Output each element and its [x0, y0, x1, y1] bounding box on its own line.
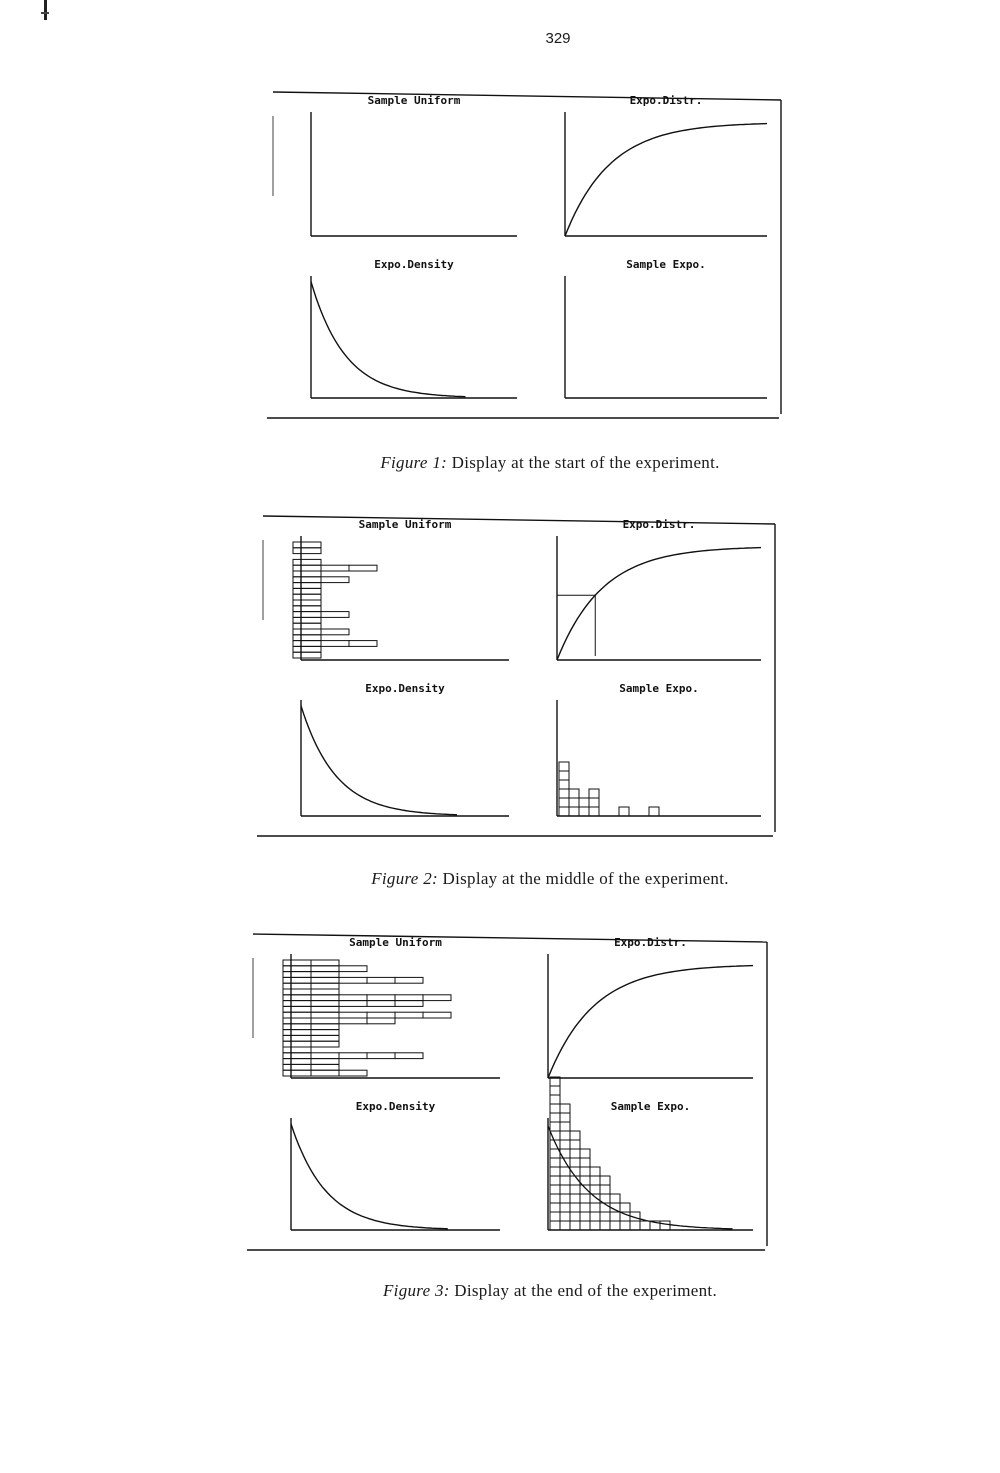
expo-bar-cell [590, 1221, 600, 1230]
uniform-bar-cell [283, 1006, 311, 1012]
uniform-bar-cell [311, 972, 339, 978]
expo-bar-cell [570, 1149, 580, 1158]
uniform-bar-cell [311, 983, 339, 989]
figure-2-caption-text: Display at the middle of the experiment. [437, 869, 729, 888]
expo-bar-cell [649, 807, 659, 816]
uniform-bar-cell [293, 600, 321, 606]
uniform-bar-cell [311, 989, 339, 995]
uniform-bar-cell [283, 1012, 311, 1018]
uniform-bar-cell [311, 1006, 339, 1012]
expo-bar-cell [580, 1194, 590, 1203]
binding-mark [44, 0, 47, 20]
uniform-bar-cell [311, 960, 339, 966]
uniform-bar-cell [283, 1041, 311, 1047]
expo-bar-cell [570, 1203, 580, 1212]
uniform-bar-cell [283, 1018, 311, 1024]
expo-bar-cell [630, 1221, 640, 1230]
panel-uniform [283, 936, 500, 1078]
uniform-bar-cell [293, 623, 321, 629]
expo-bar-cell [570, 1221, 580, 1230]
panel-title-expo: Sample Expo. [619, 682, 699, 695]
uniform-bar-cell [321, 565, 349, 571]
frame-top-line [253, 934, 767, 942]
uniform-bar-cell [293, 583, 321, 589]
expo-bar-cell [559, 771, 569, 780]
uniform-bar-cell [283, 983, 311, 989]
figure-2-caption [0, 869, 1000, 889]
uniform-bar-cell [293, 559, 321, 565]
expo-bar-cell [560, 1104, 570, 1113]
expo-bar-cell [560, 1176, 570, 1185]
uniform-bar-cell [311, 1012, 339, 1018]
uniform-bar-cell [339, 977, 367, 983]
panel-title-density: Expo.Density [374, 258, 454, 271]
panel-title-density: Expo.Density [355, 1100, 436, 1113]
expo-bar-cell [590, 1203, 600, 1212]
expo-bar-cell [610, 1194, 620, 1203]
uniform-bar-cell [367, 1012, 395, 1018]
panel-expo [557, 682, 761, 816]
uniform-bar-cell [367, 977, 395, 983]
uniform-bar-cell [283, 1024, 311, 1030]
panel-uniform [311, 94, 517, 236]
expo-bar-cell [560, 1113, 570, 1122]
uniform-bar-cell [293, 617, 321, 623]
panel-distr [557, 518, 761, 660]
expo-bar-cell [560, 1212, 570, 1221]
uniform-bar-cell [293, 588, 321, 594]
panel-title-distr: Expo.Distr. [614, 936, 687, 949]
uniform-bar-cell [395, 1053, 423, 1059]
uniform-bar-cell [311, 1070, 339, 1076]
uniform-bar-cell [293, 571, 321, 577]
expo-bar-cell [590, 1212, 600, 1221]
figure-3-caption-label: Figure 3: [382, 1281, 450, 1300]
density-curve [301, 706, 457, 815]
expo-bar-cell [600, 1176, 610, 1185]
panel-density [291, 1100, 500, 1230]
uniform-bar-cell [283, 1059, 311, 1065]
expo-bar-cell [640, 1221, 650, 1230]
expo-bar-cell [559, 762, 569, 771]
uniform-bar-cell [311, 1001, 339, 1007]
expo-bar-cell [590, 1167, 600, 1176]
uniform-bar-cell [283, 1035, 311, 1041]
expo-bar-cell [559, 807, 569, 816]
uniform-bar-cell [395, 995, 423, 1001]
uniform-bar-cell [293, 635, 321, 641]
uniform-bar-cell [293, 652, 321, 658]
expo-bar-cell [600, 1221, 610, 1230]
expo-bar-cell [579, 807, 589, 816]
uniform-bar-cell [395, 1001, 423, 1007]
expo-bar-cell [589, 798, 599, 807]
expo-bar-cell [550, 1104, 560, 1113]
panel-uniform [293, 518, 509, 660]
expo-bar-cell [590, 1185, 600, 1194]
uniform-bar-cell [283, 1030, 311, 1036]
figure-3-caption-text: Display at the end of the experiment. [449, 1281, 717, 1300]
uniform-bar-cell [367, 1018, 395, 1024]
figure-1-caption [0, 453, 1000, 473]
expo-bar-cell [580, 1149, 590, 1158]
uniform-bar-cell [283, 1001, 311, 1007]
uniform-bar-cell [311, 1035, 339, 1041]
panel-distr [565, 94, 767, 236]
uniform-bar-cell [283, 995, 311, 1001]
uniform-bar-cell [283, 977, 311, 983]
uniform-bar-cell [311, 977, 339, 983]
expo-bar-cell [560, 1221, 570, 1230]
uniform-bar-cell [367, 1053, 395, 1059]
uniform-bar-cell [311, 1059, 339, 1065]
panel-title-uniform: Sample Uniform [349, 936, 442, 949]
uniform-bar-cell [321, 577, 349, 583]
panel-title-uniform: Sample Uniform [367, 94, 461, 107]
uniform-bar-cell [293, 612, 321, 618]
uniform-bar-cell [339, 1053, 367, 1059]
expo-bar-cell [560, 1194, 570, 1203]
expo-bar-cell [560, 1122, 570, 1131]
expo-bar-cell [619, 807, 629, 816]
expo-bar-cell [550, 1113, 560, 1122]
uniform-bar-cell [349, 641, 377, 647]
uniform-bar-cell [293, 641, 321, 647]
uniform-bar-cell [339, 1012, 367, 1018]
uniform-bar-cell [311, 1030, 339, 1036]
figure-3 [245, 928, 771, 1254]
uniform-bar-cell [283, 966, 311, 972]
panel-title-distr: Expo.Distr. [629, 94, 703, 107]
uniform-bar-cell [293, 594, 321, 600]
binding-mark-tick [41, 12, 49, 14]
uniform-bar-cell [293, 565, 321, 571]
uniform-bar-cell [283, 1064, 311, 1070]
panel-title-expo: Sample Expo. [626, 258, 706, 271]
uniform-bar-cell [283, 1070, 311, 1076]
panel-density [301, 682, 509, 816]
uniform-bar-cell [293, 548, 321, 554]
expo-bar-cell [559, 780, 569, 789]
uniform-bar-cell [423, 995, 451, 1001]
expo-bar-cell [580, 1212, 590, 1221]
expo-bar-cell [580, 1203, 590, 1212]
expo-bar-cell [550, 1185, 560, 1194]
expo-bar-cell [570, 1194, 580, 1203]
uniform-bar-cell [395, 1012, 423, 1018]
expo-bar-cell [560, 1149, 570, 1158]
expo-bar-cell [570, 1212, 580, 1221]
frame-top-line [273, 92, 781, 100]
uniform-bar-cell [283, 960, 311, 966]
expo-bar-cell [590, 1176, 600, 1185]
expo-bar-cell [600, 1185, 610, 1194]
uniform-bar-cell [349, 565, 377, 571]
panel-density [311, 258, 517, 398]
uniform-bar-cell [311, 1064, 339, 1070]
expo-bar-cell [570, 1140, 580, 1149]
uniform-bar-cell [321, 641, 349, 647]
expo-bar-cell [580, 1167, 590, 1176]
expo-bar-cell [550, 1122, 560, 1131]
uniform-bar-cell [311, 1053, 339, 1059]
expo-bar-cell [560, 1131, 570, 1140]
expo-bar-cell [570, 1158, 580, 1167]
panel-title-distr: Expo.Distr. [622, 518, 696, 531]
density-curve [291, 1124, 448, 1229]
cdf-curve [565, 124, 767, 236]
expo-bar-cell [580, 1158, 590, 1167]
panel-title-uniform: Sample Uniform [358, 518, 452, 531]
expo-bar-cell [559, 798, 569, 807]
expo-bar-cell [570, 1185, 580, 1194]
expo-bar-cell [550, 1086, 560, 1095]
expo-bar-cell [560, 1140, 570, 1149]
uniform-bar-cell [293, 646, 321, 652]
panel-expo [565, 258, 767, 398]
expo-bar-cell [620, 1221, 630, 1230]
expo-bar-cell [550, 1176, 560, 1185]
uniform-bar-cell [293, 606, 321, 612]
uniform-bar-cell [311, 966, 339, 972]
uniform-bar-cell [283, 1047, 311, 1053]
expo-bar-cell [550, 1221, 560, 1230]
cdf-curve [557, 548, 761, 660]
expo-bar-cell [580, 1185, 590, 1194]
uniform-bar-cell [283, 989, 311, 995]
expo-bar-cell [580, 1221, 590, 1230]
uniform-bar-cell [367, 1001, 395, 1007]
figure-3-caption [0, 1281, 1000, 1301]
expo-bar-cell [550, 1203, 560, 1212]
figure-2-caption-label: Figure 2: [371, 869, 438, 888]
uniform-bar-cell [321, 612, 349, 618]
uniform-bar-cell [283, 972, 311, 978]
uniform-bar-cell [395, 977, 423, 983]
uniform-bar-cell [311, 1024, 339, 1030]
frame-top-line [263, 516, 775, 524]
uniform-bar-cell [367, 995, 395, 1001]
expo-bar-cell [560, 1185, 570, 1194]
expo-bar-cell [620, 1203, 630, 1212]
uniform-bar-cell [311, 1041, 339, 1047]
expo-bar-cell [600, 1212, 610, 1221]
uniform-bar-cell [339, 1018, 367, 1024]
expo-bar-cell [579, 798, 589, 807]
figure-1-caption-text: Display at the start of the experiment. [447, 453, 720, 472]
uniform-bar-cell [293, 577, 321, 583]
uniform-bar-cell [339, 995, 367, 1001]
expo-bar-cell [550, 1158, 560, 1167]
expo-bar-cell [570, 1131, 580, 1140]
uniform-bar-cell [293, 629, 321, 635]
panel-distr [548, 936, 753, 1078]
expo-bar-cell [610, 1212, 620, 1221]
expo-bar-cell [560, 1167, 570, 1176]
uniform-bar-cell [293, 542, 321, 548]
expo-bar-cell [569, 807, 579, 816]
expo-bar-cell [550, 1194, 560, 1203]
figure-2 [255, 510, 779, 840]
uniform-bar-cell [311, 995, 339, 1001]
expo-bar-cell [560, 1203, 570, 1212]
expo-bar-cell [589, 807, 599, 816]
uniform-bar-cell [339, 1001, 367, 1007]
uniform-bar-cell [423, 1012, 451, 1018]
expo-bar-cell [550, 1212, 560, 1221]
uniform-bar-cell [339, 1070, 367, 1076]
expo-bar-cell [550, 1095, 560, 1104]
expo-bar-cell [559, 789, 569, 798]
page-number: 329 [545, 30, 571, 47]
expo-bar-cell [610, 1221, 620, 1230]
cdf-curve [548, 966, 753, 1078]
density-curve [311, 282, 466, 397]
panel-title-expo: Sample Expo. [610, 1100, 691, 1113]
expo-bar-cell [589, 789, 599, 798]
expo-bar-cell [569, 798, 579, 807]
panel-title-density: Expo.Density [365, 682, 445, 695]
figure-1-caption-label: Figure 1: [380, 453, 448, 472]
uniform-bar-cell [339, 966, 367, 972]
expo-bar-cell [569, 789, 579, 798]
uniform-bar-cell [321, 629, 349, 635]
panel-expo [548, 1077, 753, 1230]
uniform-bar-cell [283, 1053, 311, 1059]
expo-bar-cell [660, 1221, 670, 1230]
figure-1 [265, 86, 785, 422]
expo-bar-cell [590, 1194, 600, 1203]
uniform-bar-cell [311, 1018, 339, 1024]
expo-bar-cell [550, 1167, 560, 1176]
